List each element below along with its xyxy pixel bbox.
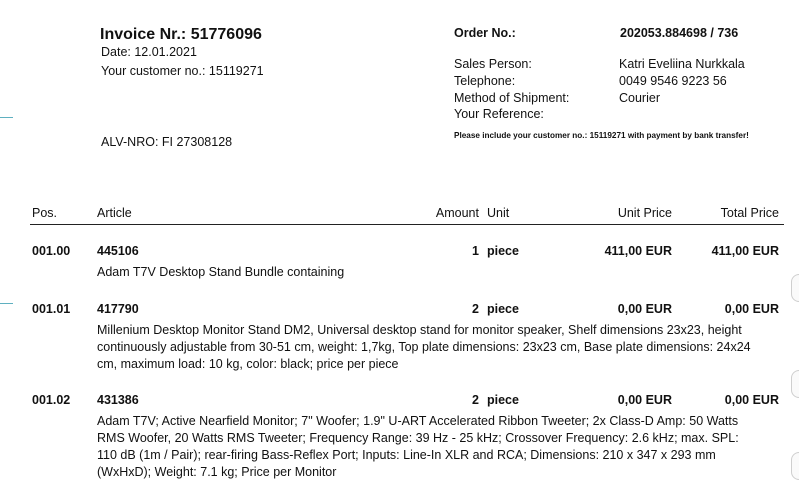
header-unit-price: Unit Price — [617, 206, 672, 220]
payment-note: Please include your customer no.: 15119271 with payment by bank transfer! — [454, 131, 749, 140]
row-unit-price: 0,00 EUR — [617, 302, 672, 316]
row-article: 445106 — [97, 244, 139, 258]
row-article: 417790 — [97, 302, 139, 316]
margin-mark — [0, 303, 13, 304]
row-pos: 001.02 — [32, 393, 71, 407]
customer-number: Your customer no.: 15119271 — [101, 64, 264, 78]
shipment-method-value: Courier — [619, 91, 660, 105]
shipment-method-label: Method of Shipment: — [454, 91, 570, 105]
telephone-value: 0049 9546 9223 56 — [619, 74, 727, 88]
row-description: Millenium Desktop Monitor Stand DM2, Universal desktop stand for monitor speaker, Shelf dimensions 23x23, height continuously adjustable from 30-51 cm, weight: 1,7kg, Top plate dimensions: 23x23 cm, Base plate dimensions: 24x24 cm, maximum load: 10 kg, color: black; price per piece — [97, 323, 751, 371]
row-total-price: 0,00 EUR — [724, 302, 779, 316]
telephone-label: Telephone: — [454, 74, 516, 88]
scroll-edge-indicator — [791, 370, 799, 398]
row-description: Adam T7V Desktop Stand Bundle containing — [97, 265, 345, 279]
row-unit-price: 0,00 EUR — [617, 393, 672, 407]
header-divider — [30, 224, 784, 225]
row-total-price: 0,00 EUR — [724, 393, 779, 407]
order-no-label: Order No.: — [454, 26, 516, 40]
reference-label: Your Reference: — [454, 107, 544, 121]
header-unit: Unit — [487, 206, 510, 220]
invoice-date: Date: 12.01.2021 — [101, 45, 197, 59]
scroll-edge-indicator — [791, 274, 799, 302]
sales-person-value: Katri Eveliina Nurkkala — [619, 57, 745, 71]
row-description: Adam T7V; Active Nearfield Monitor; 7" Woofer; 1.9" U-ART Accelerated Ribbon Tweeter; 2x Class-D Amp: 50 Watts RMS Woofer, 20 Watts RMS Tweeter; Frequency Range: 39 Hz - 25 kHz; Crossover Frequency: 2.6 kHz; max. SPL: 110 dB (1m / Pair); rear-firing Bass-Reflex Port; Inputs: Line-In XLR and RCA; Dimensions: 210 x 347 x 293 mm (WxHxD); Weight: 7.1 kg; Price per Monitor — [97, 414, 739, 479]
sales-person-label: Sales Person: — [454, 57, 532, 71]
invoice-title: Invoice Nr.: 51776096 — [100, 26, 262, 43]
alv-number: ALV-NRO: FI 27308128 — [101, 135, 233, 149]
header-total-price: Total Price — [720, 206, 779, 220]
row-unit: piece — [487, 244, 519, 258]
row-unit: piece — [487, 393, 519, 407]
scroll-edge-indicator — [791, 452, 799, 480]
row-article: 431386 — [97, 393, 139, 407]
margin-mark — [0, 117, 13, 118]
row-pos: 001.00 — [32, 244, 71, 258]
row-pos: 001.01 — [32, 302, 71, 316]
row-amount: 2 — [472, 302, 479, 316]
row-unit-price: 411,00 EUR — [604, 244, 672, 258]
row-amount: 1 — [472, 244, 479, 258]
header-pos: Pos. — [32, 206, 58, 220]
header-amount: Amount — [435, 206, 479, 220]
header-article: Article — [97, 206, 132, 220]
order-no-value: 202053.884698 / 736 — [620, 26, 739, 40]
row-total-price: 411,00 EUR — [711, 244, 779, 258]
row-unit: piece — [487, 302, 519, 316]
row-amount: 2 — [472, 393, 479, 407]
